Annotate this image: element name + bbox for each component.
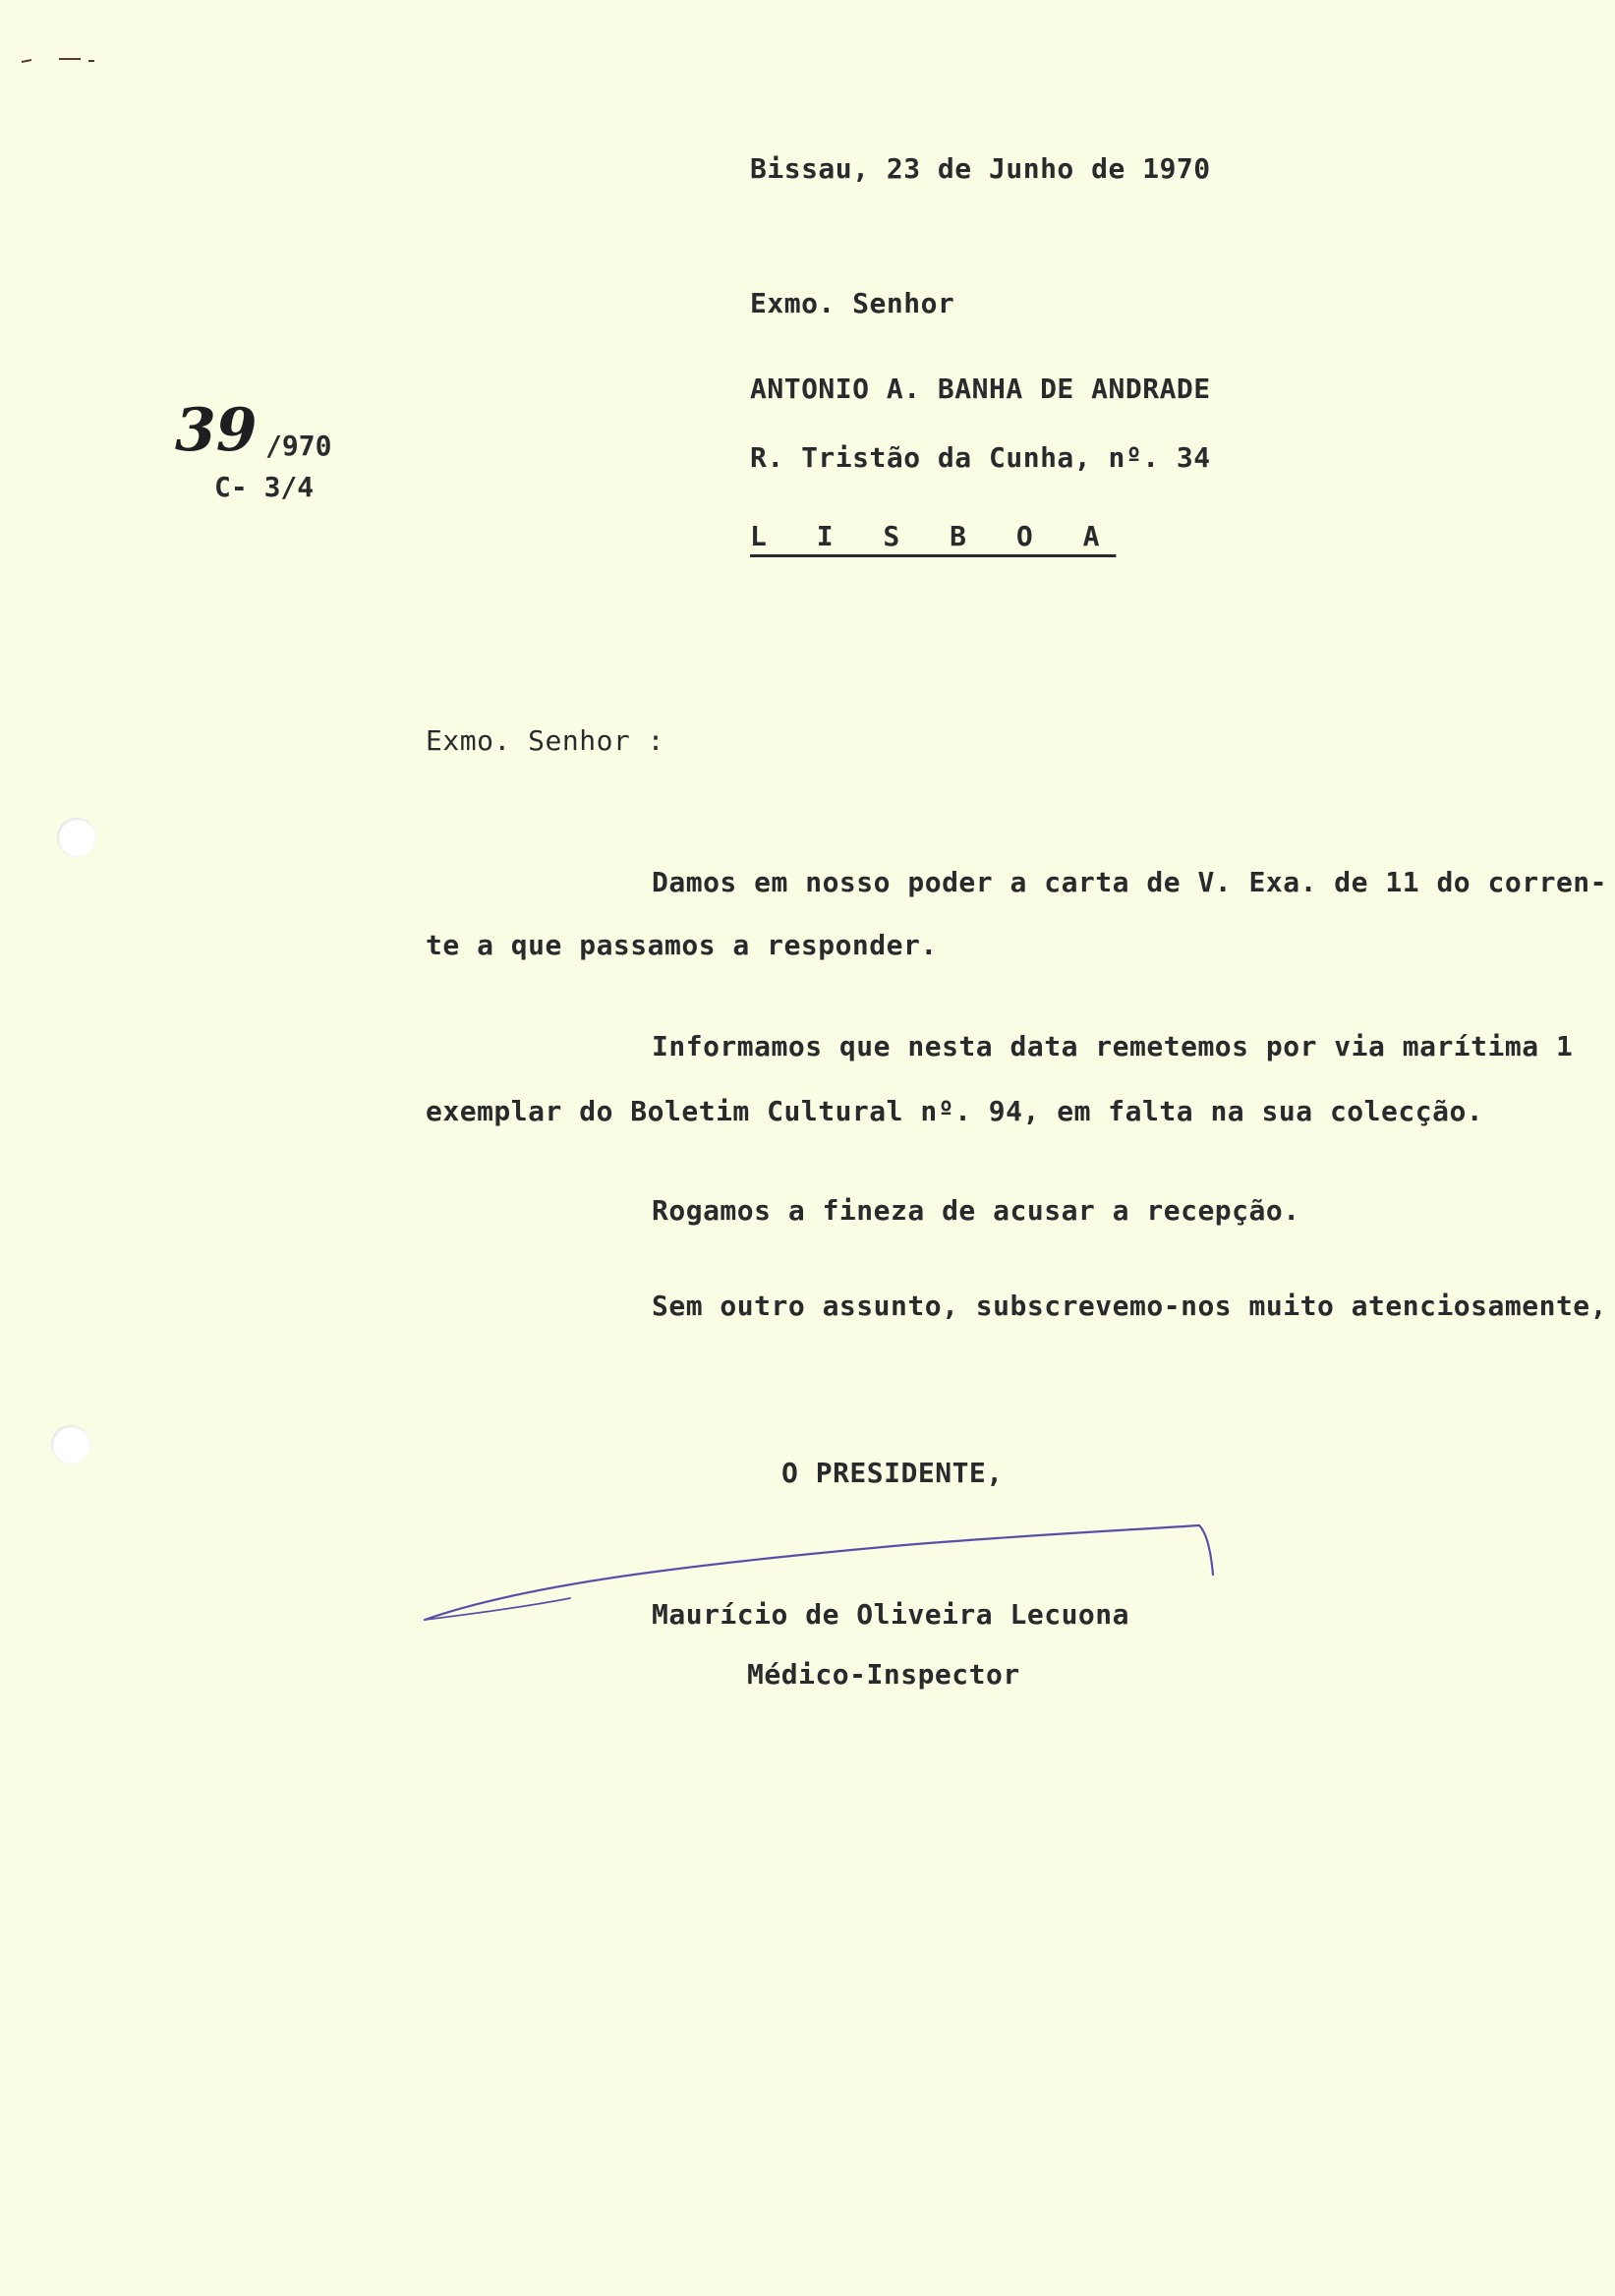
paper-speck [20, 54, 98, 66]
date-line: Bissau, 23 de Junho de 1970 [750, 152, 1211, 185]
paragraph-1-line-1: Damos em nosso poder a carta de V. Exa. de 11 do corren- [652, 866, 1608, 898]
paragraph-3: Rogamos a fineza de acusar a recepção. [652, 1194, 1300, 1227]
recipient-salutation: Exmo. Senhor [750, 287, 955, 319]
paragraph-2-line-2: exemplar do Boletim Cultural nº. 94, em falta na sua colecção. [426, 1095, 1484, 1127]
punch-hole-bottom [51, 1425, 90, 1464]
recipient-city: L I S B O A [750, 520, 1117, 552]
punch-hole-top [57, 818, 96, 857]
reference-file-code: C- 3/4 [214, 471, 315, 503]
signer-role: Médico-Inspector [747, 1658, 1020, 1691]
signer-name: Maurício de Oliveira Lecuona [652, 1598, 1130, 1631]
recipient-name: ANTONIO A. BANHA DE ANDRADE [750, 373, 1211, 405]
paragraph-2-line-1: Informamos que nesta data remetemos por via marítima 1 [652, 1030, 1574, 1062]
reference-year: /970 [265, 430, 332, 462]
closing-title: O PRESIDENTE, [781, 1457, 1004, 1489]
paragraph-1-line-2: te a que passamos a responder. [426, 929, 938, 961]
greeting: Exmo. Senhor : [426, 724, 665, 757]
paragraph-4: Sem outro assunto, subscrevemo-nos muito atenciosamente, [652, 1290, 1608, 1322]
reference-handwritten-number: 39 [175, 396, 258, 465]
recipient-street: R. Tristão da Cunha, nº. 34 [750, 441, 1211, 474]
